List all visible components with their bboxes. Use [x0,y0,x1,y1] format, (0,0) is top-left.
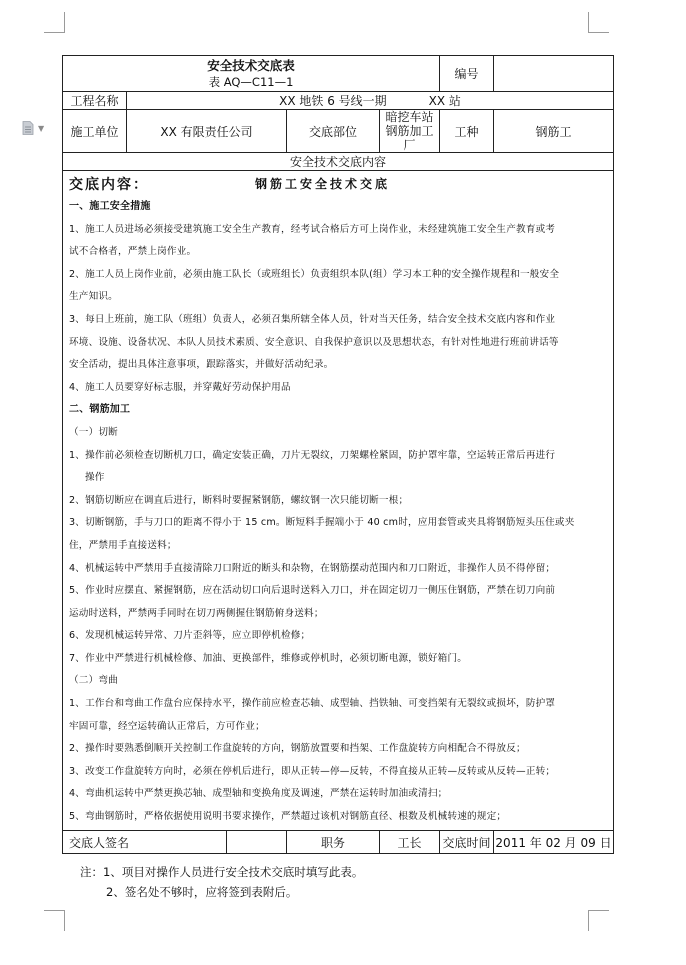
content-line: （二）弯曲 [69,675,118,687]
project-name-value[interactable]: XX 地铁 6 号线一期 XX 站 [127,92,614,110]
content-line: 4、机械运转中严禁用手直接清除刀口附近的断头和杂物，在钢筋摆动范围内和刀口附近，非操作人员不得停留； [69,562,556,574]
crop-mark-bottom-right [588,910,609,931]
content-line: 1、工作台和弯曲工作盘台应保持水平，操作前应检查芯轴、成型轴、挡铁轴、可变挡架有无裂纹或损坏，防护罩 [69,698,556,710]
table-title-cell [63,56,440,92]
content-header [63,171,613,196]
content-line: 7、作业中严禁进行机械检修、加油、更换部件，维修或停机时，必须切断电源，锁好箱门。 [69,652,468,664]
content-line: 5、弯曲钢筋时，严格依据使用说明书要求操作，严禁超过该机对钢筋直径、根数及机械转速的规定； [69,811,507,823]
position-label: 职务 [287,831,380,854]
time-label: 交底时间 [440,831,494,854]
crop-mark-top-left [44,12,65,33]
table-title: 安全技术交底表 [207,57,295,73]
safety-briefing-table [62,55,614,854]
content-line: 3、切断钢筋，手与刀口的距离不得小于 15 cm。断短料手握端小于 40 cm时，应用套管或夹具将钢筋短头压住或夹 [69,517,575,529]
document-icon[interactable] [22,121,34,135]
trade-value[interactable]: 钢筋工 [494,110,614,153]
crop-mark-bottom-left [44,910,65,931]
content-line: （一）切断 [69,426,118,438]
content-line: 2、施工人员上岗作业前，必须由施工队长（或班组长）负责组织本队(组）学习本工种的安全操作规程和一般安全 [69,268,560,280]
number-label: 编号 [440,56,494,92]
content-title: 钢筋工安全技术交底 [255,177,391,191]
briefing-content [63,171,613,830]
note-1: 注：1、项目对操作人员进行安全技术交底时填写此表。 [80,865,364,879]
dropdown-caret-icon[interactable]: ▼ [38,124,45,133]
position-value[interactable]: 工长 [380,831,440,854]
footnotes [80,862,363,902]
content-line: 3、每日上班前，施工队（班组）负责人，必须召集所辖全体人员，针对当天任务，结合安全技术交底内容和作业 [69,313,556,325]
content-line: 环境、设施、设备状况、本队人员技术素质、安全意识、自我保护意识以及思想状态，有针对性地进行班前讲话等 [69,336,559,348]
project-name-label: 工程名称 [63,92,127,110]
briefing-part-label: 交底部位 [287,110,380,153]
note-2: 2、签名处不够时，应将签到表附后。 [106,885,298,899]
content-line [63,829,613,830]
signer-label: 交底人签名 [63,831,227,854]
content-line: 运动时送料，严禁两手同时在切刀两侧握住钢筋俯身送料； [69,607,324,619]
time-value[interactable]: 2011 年 02 月 09 日 [494,831,614,854]
crop-mark-top-right [588,12,609,33]
number-field[interactable] [494,56,614,92]
content-line: 1、施工人员进场必须接受建筑施工安全生产教育，经考试合格后方可上岗作业，未经建筑施工安全生产教育或考 [69,223,556,235]
section-heading: 二、钢筋加工 [69,404,131,416]
content-line: 2、操作时要熟悉倒顺开关控制工作盘旋转的方向，钢筋放置要和挡架、工作盘旋转方向相配合不得放反； [69,743,526,755]
content-line: 试不合格者，严禁上岗作业。 [69,246,197,258]
content-label: 交底内容： [69,176,149,193]
content-line: 住，严禁用手直接送料； [69,539,177,551]
signer-field[interactable] [227,831,287,854]
section-heading: 一、施工安全措施 [69,201,151,212]
trade-label: 工种 [440,110,494,153]
content-line: 4、弯曲机运转中严禁更换芯轴、成型轴和变换角度及调速，严禁在运转时加油或清扫； [69,788,448,800]
construction-unit-label: 施工单位 [63,110,127,153]
content-line: 6、发现机械运转异常、刀片歪斜等，应立即停机检修； [69,630,311,642]
content-line: 5、作业时应摆直、紧握钢筋，应在活动切口向后退时送料入刀口，并在固定切刀一侧压住钢筋，严禁在切刀向前 [69,585,556,597]
content-lines [63,196,613,830]
content-line: 4、施工人员要穿好标志服，并穿戴好劳动保护用品 [69,381,291,393]
content-line: 生产知识。 [69,291,118,303]
construction-unit-value[interactable]: XX 有限责任公司 [127,110,287,153]
content-line: 操作 [85,472,105,484]
content-line: 1、操作前必须检查切断机刀口，确定安装正确，刀片无裂纹，刀架螺栓紧固，防护罩牢靠，空运转正常后再进行 [69,449,556,461]
content-line: 牢固可靠，经空运转确认正常后，方可作业； [69,720,265,732]
content-section-header: 安全技术交底内容 [63,153,614,171]
content-line: 2、钢筋切断应在调直后进行，断料时要握紧钢筋，螺纹钢一次只能切断一根； [69,494,409,506]
content-line: 安全活动，提出具体注意事项，跟踪落实，并做好活动纪录。 [69,359,334,371]
content-line: 3、改变工作盘旋转方向时，必须在停机后进行，即从正转—停—反转，不得直接从正转—反转或从反转—正转； [69,765,556,777]
briefing-part-value[interactable]: 暗挖车站钢筋加工厂 [380,110,440,153]
briefing-content-cell[interactable] [63,171,614,831]
form-code: 表 AQ—C11—1 [208,74,294,89]
